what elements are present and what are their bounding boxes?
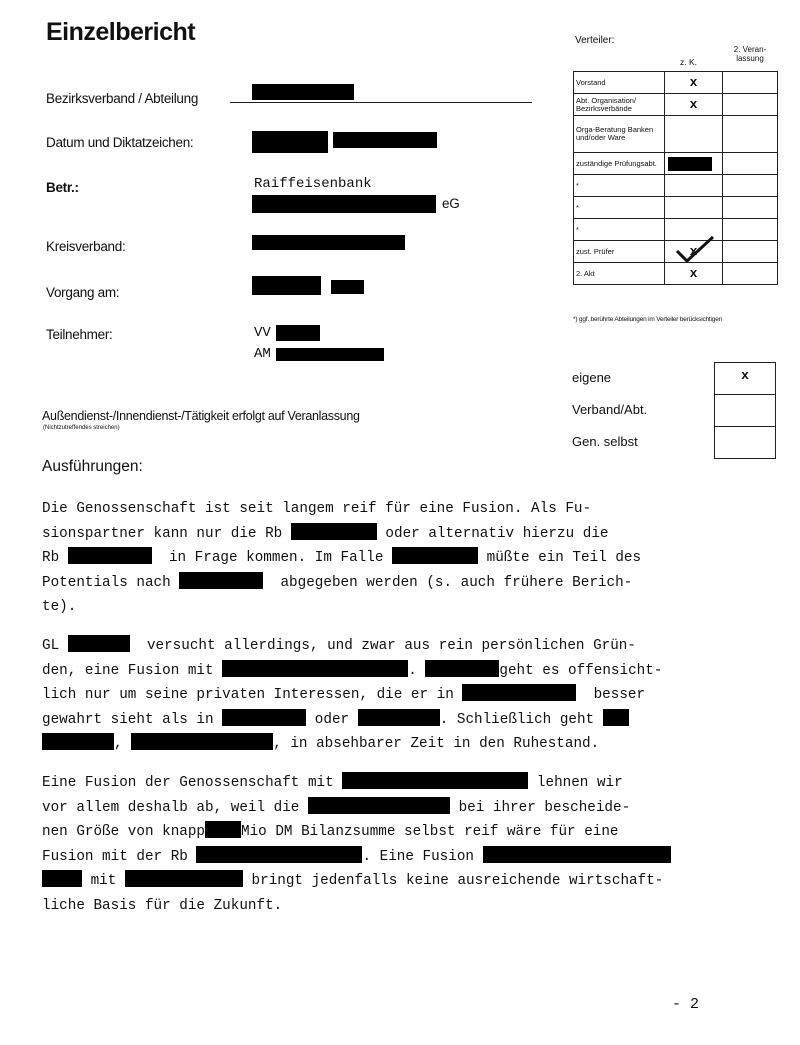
text-line: Rb xyxy=(42,550,60,566)
text-line: te). xyxy=(42,599,77,615)
verteiler-veranlassung-cell xyxy=(723,72,778,94)
kreisverband-label: Kreisverband: xyxy=(46,239,126,254)
verteiler-col-veranlassung: 2. Veran-lassung xyxy=(733,45,767,63)
redaction xyxy=(333,132,437,148)
text-line: Eine Fusion der Genossenschaft mit xyxy=(42,775,334,791)
redaction xyxy=(222,660,408,677)
text-line: lehnen wir xyxy=(536,775,623,791)
text-line: in Frage kommen. Im Falle xyxy=(168,550,384,566)
verteiler-veranlassung-cell xyxy=(723,241,778,263)
text-line: nen Größe von knapp xyxy=(42,824,206,840)
veranlassung-boxes xyxy=(714,362,776,459)
verteiler-row xyxy=(574,197,778,219)
redaction xyxy=(668,157,712,171)
verteiler-row-label: * xyxy=(574,175,665,197)
redaction xyxy=(252,84,354,100)
text-line: besser xyxy=(593,687,646,703)
redaction xyxy=(308,797,450,814)
veranlassung-box xyxy=(714,426,776,459)
redaction xyxy=(196,846,362,863)
redaction xyxy=(276,325,320,341)
text-line: , xyxy=(114,736,123,752)
verteiler-row-label: zuständige Prüfungsabt. xyxy=(574,153,665,175)
checkmark-icon xyxy=(675,235,715,265)
redaction xyxy=(425,660,499,677)
verteiler-row xyxy=(574,94,778,116)
redaction xyxy=(42,870,82,887)
veranlassung-label-verband: Verband/Abt. xyxy=(572,402,648,417)
redaction xyxy=(252,195,436,213)
document-title: Einzelbericht xyxy=(46,18,196,46)
redaction xyxy=(342,772,528,789)
text-line: abgegeben werden (s. auch frühere Berich- xyxy=(280,574,633,591)
redaction xyxy=(483,846,671,863)
text-line: geht es offensicht- xyxy=(499,662,663,679)
verteiler-zk-mark xyxy=(665,116,723,153)
text-line: Mio DM Bilanzsumme selbst reif wäre für eine xyxy=(241,824,619,840)
text-line: müßte ein Teil des xyxy=(486,550,642,566)
verteiler-row-label: * xyxy=(574,219,665,241)
redaction xyxy=(252,131,328,153)
text-line: sionspartner kann nur die Rb xyxy=(42,525,283,542)
redaction xyxy=(68,635,130,652)
veranlassung-box: x xyxy=(714,362,776,394)
redaction xyxy=(252,276,321,295)
text-line: Fusion mit der Rb xyxy=(42,848,188,865)
verteiler-footnote: *) ggf. berührte Abteilungen im Verteiler berücksichtigen xyxy=(573,316,723,323)
aussendienst-label: Außendienst-/Innendienst-/Tätigkeit erfolgt auf Veranlassung xyxy=(42,409,360,423)
verteiler-veranlassung-cell xyxy=(723,116,778,153)
verteiler-zk-mark: x xyxy=(665,72,723,94)
text-line: GL xyxy=(42,638,60,654)
redaction xyxy=(179,572,263,589)
verteiler-veranlassung-cell xyxy=(723,94,778,116)
text-line: Potentials nach xyxy=(42,574,171,591)
betr-suffix: eG xyxy=(442,196,460,211)
text-line: den, eine Fusion mit xyxy=(42,662,214,679)
text-line: mit xyxy=(90,873,117,889)
text-line: . Eine Fusion xyxy=(362,848,474,865)
verteiler-veranlassung-cell xyxy=(723,197,778,219)
redaction xyxy=(291,523,377,540)
redaction xyxy=(603,709,629,726)
veranlassung-label-eigene: eigene xyxy=(572,370,612,385)
teilnehmer-label: Teilnehmer: xyxy=(46,327,113,342)
aussendienst-note: (Nichtzutreffendes streichen) xyxy=(43,425,120,431)
verteiler-veranlassung-cell xyxy=(723,153,778,175)
text-line: Die Genossenschaft ist seit langem reif für eine Fusion. Als Fu- xyxy=(42,501,592,517)
veranlassung-label-gen: Gen. selbst xyxy=(572,434,638,449)
paragraph-2 xyxy=(42,634,662,757)
verteiler-row xyxy=(574,263,778,285)
verteiler-zk-mark xyxy=(665,153,723,175)
verteiler-veranlassung-cell xyxy=(723,263,778,285)
redaction xyxy=(462,684,576,701)
verteiler-row-label: 2. Akt xyxy=(574,263,665,285)
verteiler-row xyxy=(574,72,778,94)
text-line: . xyxy=(408,662,417,679)
vorgang-label: Vorgang am: xyxy=(46,285,120,300)
verteiler-col-zk: z. K. xyxy=(680,57,698,67)
redaction xyxy=(205,821,241,838)
veranlassung-box xyxy=(714,394,776,426)
verteiler-row-label: zust. Prüfer xyxy=(574,241,665,263)
teilnehmer-2: AM xyxy=(254,346,271,362)
redaction xyxy=(222,709,306,726)
verteiler-label: Verteiler: xyxy=(575,35,615,46)
teilnehmer-1: VV xyxy=(254,325,271,341)
redaction xyxy=(331,280,364,294)
verteiler-row-label: Vorstand xyxy=(574,72,665,94)
text-line: gewahrt sieht als in xyxy=(42,711,214,728)
verteiler-row xyxy=(574,153,778,175)
redaction xyxy=(252,235,405,250)
text-line: lich nur um seine privaten Interessen, die er in xyxy=(42,687,454,703)
verteiler-zk-mark xyxy=(665,175,723,197)
verteiler-zk-mark: x xyxy=(665,94,723,116)
verteiler-row-label: * xyxy=(574,197,665,219)
verteiler-veranlassung-cell xyxy=(723,219,778,241)
bezirksverband-label: Bezirksverband / Abteilung xyxy=(46,91,199,106)
text-line: , in absehbarer Zeit in den Ruhestand. xyxy=(273,736,600,752)
verteiler-veranlassung-cell xyxy=(723,175,778,197)
betr-label: Betr.: xyxy=(46,180,79,195)
verteiler-zk-mark: x xyxy=(665,263,723,285)
ausfuehrungen-label: Ausführungen: xyxy=(42,458,143,475)
text-line: versucht allerdings, und zwar aus rein persönlichen Grün- xyxy=(146,638,636,654)
verteiler-zk-mark xyxy=(665,241,723,263)
verteiler-row-label: Orga-Beratung Banken und/oder Ware xyxy=(574,116,665,153)
text-line: bringt jedenfalls keine ausreichende wirtschaft- xyxy=(251,873,664,889)
verteiler-row xyxy=(574,175,778,197)
bezirksverband-line xyxy=(230,102,532,103)
text-line: liche Basis für die Zukunft. xyxy=(42,897,283,914)
datum-label: Datum und Diktatzeichen: xyxy=(46,135,194,150)
text-line: oder xyxy=(314,711,350,728)
verteiler-row-label: Abt. Organisation/ Bezirksverbände xyxy=(574,94,665,116)
redaction xyxy=(392,547,478,564)
text-line: vor allem deshalb ab, weil die xyxy=(42,799,300,816)
verteiler-row xyxy=(574,241,778,263)
verteiler-table xyxy=(573,71,778,285)
verteiler-row xyxy=(574,116,778,153)
verteiler-zk-mark xyxy=(665,197,723,219)
redaction xyxy=(125,870,243,887)
text-line: bei ihrer bescheide- xyxy=(458,799,631,816)
redaction xyxy=(131,733,273,750)
text-line: . Schließlich geht xyxy=(439,711,595,728)
paragraph-1 xyxy=(42,497,641,620)
redaction xyxy=(42,733,114,750)
redaction xyxy=(358,709,440,726)
redaction xyxy=(68,547,152,564)
betr-value: Raiffeisenbank xyxy=(254,176,372,192)
redaction xyxy=(276,348,384,361)
verteiler-zk-x: x xyxy=(689,243,698,259)
page-marker: - 2 xyxy=(672,996,700,1013)
paragraph-3 xyxy=(42,771,671,918)
text-line: oder alternativ hierzu die xyxy=(385,525,609,542)
